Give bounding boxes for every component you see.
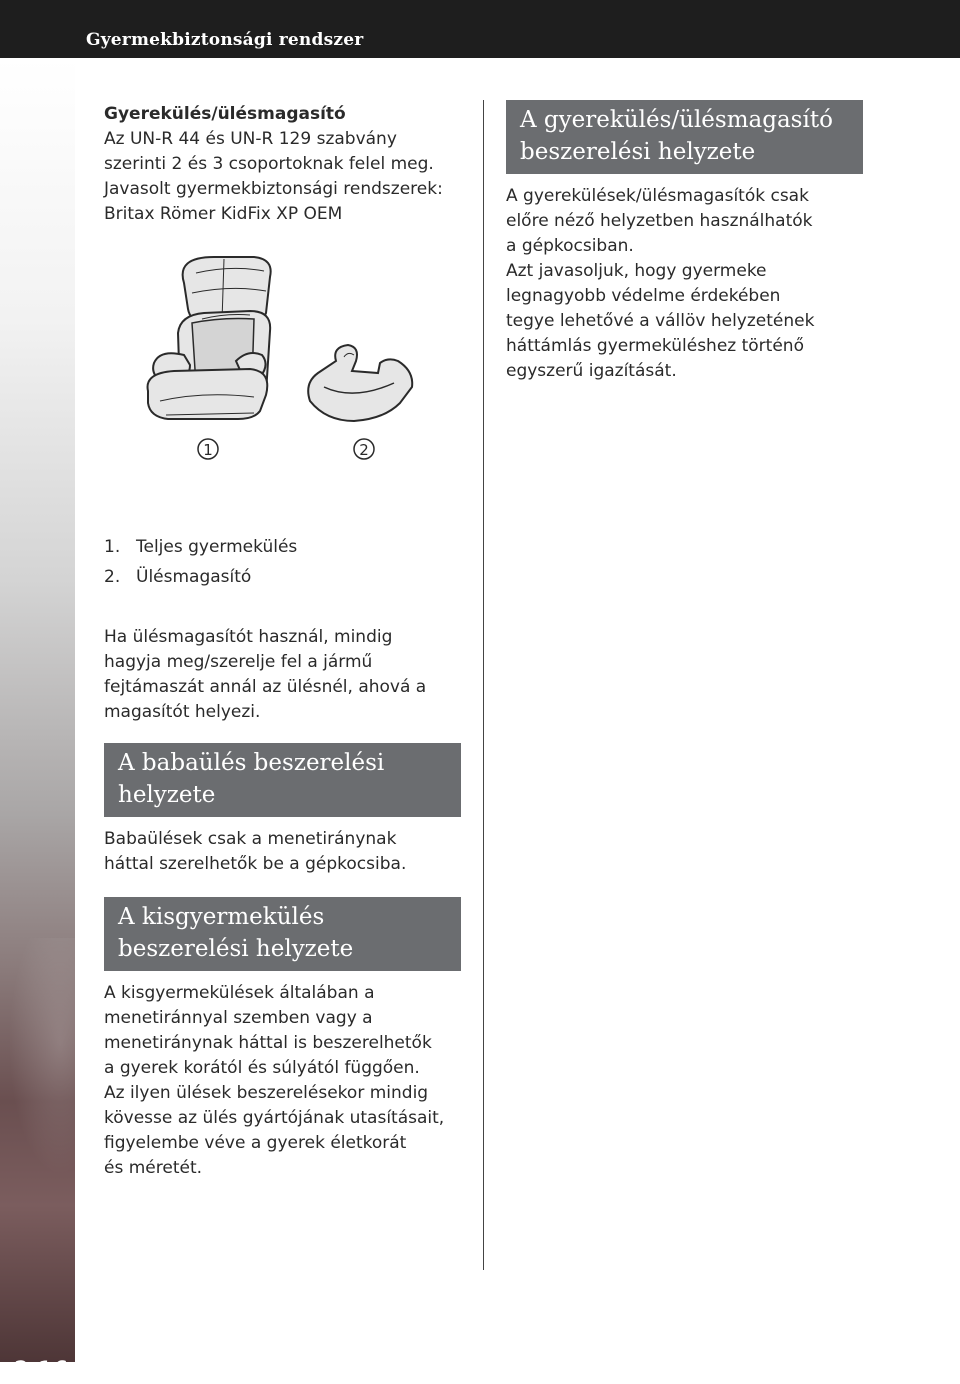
page-header (0, 0, 960, 58)
right-line: háttámlás gyermeküléshez történő (506, 336, 804, 356)
column-divider (483, 100, 484, 1270)
right-column (506, 100, 866, 384)
note-line: hagyja meg/szerelje fel a jármű (104, 652, 373, 672)
baby-line: Babaülések csak a menetiránynak (104, 829, 397, 849)
toddler-line: Az ilyen ülések beszerelésekor mindig (104, 1083, 429, 1103)
list-item (104, 565, 464, 590)
legend-label: Teljes gyermekülés (136, 537, 298, 557)
legend-label: Ülésmagasító (136, 567, 252, 587)
toddler-line: kövesse az ülés gyártójának utasításait, (104, 1108, 445, 1128)
right-line: legnagyobb védelme érdekében (506, 286, 781, 306)
heading-baby-seat (104, 743, 461, 817)
heading-line: helyzete (118, 782, 216, 808)
right-line: A gyerekülések/ülésmagasítók csak (506, 186, 809, 206)
right-line: egyszerű igazítását. (506, 361, 677, 381)
heading-line: beszerelési helyzete (118, 936, 354, 962)
booster-line: Az UN-R 44 és UN-R 129 szabvány (104, 129, 397, 149)
heading-line: A babaülés beszerelési (118, 750, 385, 776)
heading-booster-position (506, 100, 863, 174)
legend-number: 1. (104, 537, 121, 557)
right-line: előre néző helyzetben használhatók (506, 211, 813, 231)
left-column (104, 102, 464, 1181)
toddler-line: és méretét. (104, 1158, 203, 1178)
toddler-line: menetiránynak háttal is beszerelhetők (104, 1033, 432, 1053)
toddler-line: menetiránnyal szemben vagy a (104, 1008, 373, 1028)
child-seat-illustration (104, 253, 464, 523)
booster-title: Gyerekülés/ülésmagasító (104, 104, 346, 124)
note-line: fejtámaszát annál az ülésnél, ahová a (104, 677, 427, 697)
toddler-line: figyelembe véve a gyerek életkorát (104, 1133, 407, 1153)
legend-number: 2. (104, 567, 121, 587)
callout-1-label: 1 (203, 441, 213, 459)
toddler-line: a gyerek korától és súlyától függően. (104, 1058, 420, 1078)
note-line: magasítót helyezi. (104, 702, 261, 722)
callout-2-label: 2 (359, 441, 369, 459)
note-line: Ha ülésmagasítót használ, mindig (104, 627, 393, 647)
heading-line: beszerelési helyzete (520, 139, 756, 165)
page-number: 2-16 (14, 1356, 69, 1384)
figure-legend (104, 535, 464, 590)
heading-toddler-seat (104, 897, 461, 971)
booster-cushion-icon (308, 345, 412, 421)
section-title: Gyermekbiztonsági rendszer (86, 30, 364, 50)
child-seat-drawing (104, 253, 464, 523)
baby-line: háttal szerelhetők be a gépkocsiba. (104, 854, 407, 874)
full-child-seat-icon (148, 257, 271, 419)
booster-line: Britax Römer KidFix XP OEM (104, 204, 343, 224)
heading-line: A kisgyermekülés (118, 904, 325, 930)
booster-line: szerinti 2 és 3 csoportoknak felel meg. (104, 154, 434, 174)
right-line: a gépkocsiban. (506, 236, 634, 256)
right-line: Azt javasoljuk, hogy gyermeke (506, 261, 767, 281)
seat-texture (0, 938, 75, 1198)
right-line: tegye lehetővé a vállöv helyzetének (506, 311, 815, 331)
toddler-line: A kisgyermekülések általában a (104, 983, 375, 1003)
heading-line: A gyerekülés/ülésmagasító (520, 107, 833, 133)
list-item (104, 535, 464, 560)
decorative-sidebar (0, 58, 75, 1384)
booster-line: Javasolt gyermekbiztonsági rendszerek: (104, 179, 443, 199)
